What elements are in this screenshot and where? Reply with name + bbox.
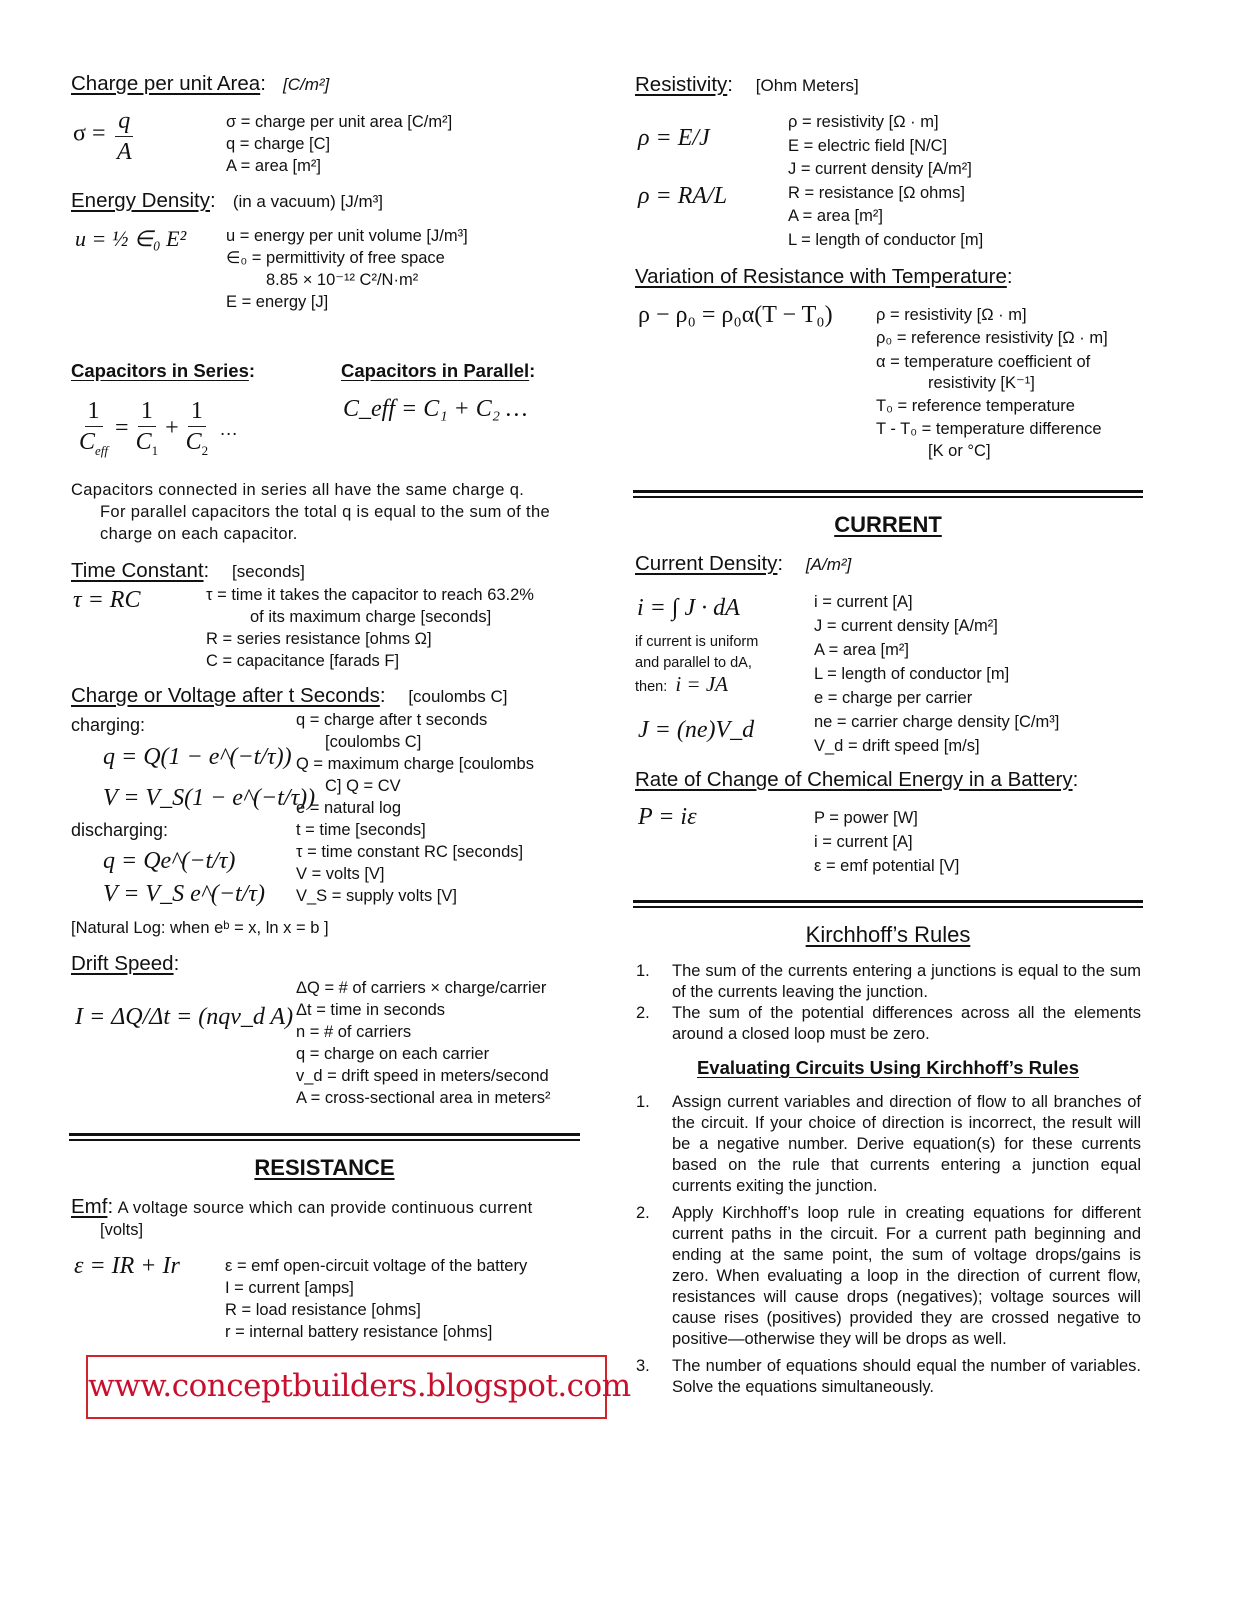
subscript: 2 xyxy=(201,442,209,458)
time-constant-formula: τ = RC xyxy=(73,587,141,613)
note-line: if current is uniform xyxy=(635,634,759,650)
energy-density-unit: (in a vacuum) [J/m³] xyxy=(232,192,384,211)
c-symbol: C xyxy=(135,429,152,455)
step-text: Assign current variables and direction of flow to all branches of the circuit. If your choice of direction is incorrect, the result will be a negative number. Derive equation(s) for these currents based on the rule that currents entering a junction equal currents exiting the junction. xyxy=(672,1093,1141,1195)
def-line: V_S = supply volts [V] xyxy=(296,887,457,905)
def-line: q = charge [C] xyxy=(226,135,331,153)
def-line: n = # of carriers xyxy=(296,1023,412,1041)
def-line: e = charge per carrier xyxy=(814,689,973,707)
def-line: e = natural log xyxy=(296,799,402,817)
watermark-box xyxy=(86,1355,631,1419)
cap-series-formula: $\frac{1}{C_{eff}}$ = $\frac{1}{C_1}$ + $\frac{1}{C_2}$ … xyxy=(79,398,238,458)
evaluating-heading xyxy=(633,1057,1143,1079)
def-line: L = length of conductor [m] xyxy=(814,665,1010,683)
formula-lhs: σ = xyxy=(73,120,106,147)
step-text: Apply Kirchhoff’s loop rule in creating equations for different current paths in the circuit. For a current path beginning and ending at the same point, the sum of voltage drops/gains is zero. When evaluating a loop in the direction of current flow, resistances will cause drops (negatives); voltage sources will cause rises (positives) provided they are crossed negative to positive—otherwise they will be drops as well. xyxy=(672,1204,1141,1348)
note-line: charge on each capacitor. xyxy=(100,525,298,543)
resistance-section-title: RESISTANCE xyxy=(254,1155,395,1180)
charge-area-title: Charge per unit Area xyxy=(71,72,261,95)
section-divider xyxy=(633,900,1143,906)
cap-series-title: Capacitors in Series xyxy=(71,360,249,381)
current-density-defs xyxy=(814,590,1059,758)
def-line: u = energy per unit volume [J/m³] xyxy=(226,227,468,245)
def-line: R = load resistance [ohms] xyxy=(225,1301,421,1319)
current-density-title: Current Density xyxy=(635,552,778,575)
numerator: 1 xyxy=(188,396,206,427)
current-density-unit: [A/m²] xyxy=(805,555,852,574)
def-line: A = area [m²] xyxy=(788,207,883,225)
evaluating-title: Evaluating Circuits Using Kirchhoff’s Rules xyxy=(696,1057,1080,1078)
cap-series-heading: Capacitors in Series: xyxy=(71,360,256,381)
def-line: T - T₀ = temperature difference xyxy=(876,420,1102,439)
def-line: J = current density [A/m²] xyxy=(814,617,998,635)
drift-speed-title: Drift Speed xyxy=(71,952,174,975)
resistivity-defs xyxy=(788,111,983,252)
def-line: A = cross-sectional area in meters² xyxy=(296,1089,551,1107)
c-symbol: C xyxy=(79,429,96,455)
discharging-formula-v: V = V_S e^(−t/τ) xyxy=(103,881,265,907)
def-line: ne = carrier charge density [C/m³] xyxy=(814,713,1060,731)
kirchhoff-title: Kirchhoff’s Rules xyxy=(805,922,971,947)
drift-speed-heading: Drift Speed: xyxy=(71,952,180,975)
resistivity-heading: Resistivity: [Ohm Meters] xyxy=(635,73,859,96)
def-line: T₀ = reference temperature xyxy=(876,397,1075,416)
def-line: σ = charge per unit area [C/m²] xyxy=(226,113,453,131)
step-number: 3. xyxy=(636,1357,650,1375)
def-line: ρ₀ = reference resistivity [Ω · m] xyxy=(876,329,1108,348)
def-line: ∈₀ = permittivity of free space xyxy=(226,249,445,267)
def-line: v_d = drift speed in meters/second xyxy=(296,1067,549,1085)
def-line: [coulombs C] xyxy=(325,733,422,751)
def-line: ρ = resistivity [Ω · m] xyxy=(876,306,1027,324)
resistivity-formula-ej: ρ = E/J xyxy=(638,125,710,151)
energy-density-title: Energy Density xyxy=(71,189,211,212)
resistivity-title: Resistivity xyxy=(635,73,728,96)
rule-text: The sum of the currents entering a junctions is equal to the sum of the currents leaving the junction. xyxy=(672,962,1141,1001)
current-uniform-formula: i = JA xyxy=(675,672,728,696)
def-line: Δt = time in seconds xyxy=(296,1001,446,1019)
charge-area-defs xyxy=(226,111,452,177)
def-line: L = length of conductor [m] xyxy=(788,230,984,249)
denominator: A xyxy=(116,139,132,165)
def-line: C] Q = CV xyxy=(325,777,401,795)
resistivity-formula-ral: ρ = RA/L xyxy=(638,183,728,209)
charge-voltage-defs xyxy=(296,709,534,907)
def-line: i = current [A] xyxy=(814,833,913,851)
note-line: Capacitors connected in series all have the same charge q. xyxy=(71,481,525,499)
resistivity-unit: [Ohm Meters] xyxy=(755,76,859,95)
cap-parallel-formula: C_eff = C₁ + C₂ … xyxy=(343,396,528,422)
rule-text: The sum of the potential differences across all the elements around a closed loop must be zero. xyxy=(672,1004,1141,1043)
emf-heading: Emf: A voltage source which can provide continuous current [volts] xyxy=(71,1195,578,1241)
def-line: q = charge after t seconds xyxy=(296,711,488,729)
charge-voltage-title: Charge or Voltage after t Seconds xyxy=(71,684,380,707)
def-line: E = energy [J] xyxy=(226,293,329,311)
def-line: ε = emf potential [V] xyxy=(814,857,960,875)
subscript: 1 xyxy=(151,442,159,458)
emf-description: A voltage source which can provide continuous current xyxy=(117,1199,533,1217)
variation-heading: Variation of Resistance with Temperature: xyxy=(635,265,1013,288)
def-line: of its maximum charge [seconds] xyxy=(250,608,492,626)
energy-density-defs xyxy=(226,225,468,313)
numerator: 1 xyxy=(138,396,156,427)
evaluating-steps-list xyxy=(636,1092,1141,1398)
def-line: I = current [amps] xyxy=(225,1279,354,1297)
def-line: C = capacitance [farads F] xyxy=(206,652,400,670)
discharging-formula-q: q = Qe^(−t/τ) xyxy=(103,848,236,874)
discharging-label: discharging: xyxy=(71,820,169,840)
numerator: q xyxy=(115,106,133,137)
emf-defs xyxy=(225,1255,527,1343)
def-line: ρ = resistivity [Ω · m] xyxy=(788,113,939,131)
emf-title: Emf xyxy=(71,1195,108,1218)
current-integral-formula: i = ∫ J · dA xyxy=(637,595,740,621)
def-line: t = time [seconds] xyxy=(296,821,426,839)
watermark-url: www.conceptbuilders.blogspot.com xyxy=(88,1368,631,1404)
drift-speed-defs xyxy=(296,977,550,1109)
step-item xyxy=(636,1356,1141,1398)
ellipsis: … xyxy=(219,419,238,440)
charge-voltage-unit: [coulombs C] xyxy=(408,687,508,706)
current-uniform-note xyxy=(635,632,758,698)
charge-voltage-heading: Charge or Voltage after t Seconds: [coulombs C] xyxy=(71,684,508,707)
step-text: The number of equations should equal the number of variables. Solve the equations simultaneously. xyxy=(672,1357,1141,1396)
def-line: [K or °C] xyxy=(928,441,991,460)
emf-formula: ε = IR + Ir xyxy=(74,1253,180,1279)
charging-label: charging: xyxy=(71,715,146,735)
rule-number: 2. xyxy=(636,1004,650,1022)
variation-defs xyxy=(876,304,1108,463)
current-density-formula: J = (ne)V_d xyxy=(638,717,755,743)
def-line: τ = time it takes the capacitor to reach 63.2% xyxy=(206,586,534,604)
step-number: 2. xyxy=(636,1204,650,1222)
c-symbol: C xyxy=(185,429,202,455)
def-line: τ = time constant RC [seconds] xyxy=(296,843,524,861)
def-line: ΔQ = # of carriers × charge/carrier xyxy=(296,979,547,997)
time-constant-unit: [seconds] xyxy=(232,562,305,581)
def-line: R = resistance [Ω ohms] xyxy=(788,183,965,202)
battery-title: Rate of Change of Chemical Energy in a Battery xyxy=(635,768,1073,791)
charging-formula-v: V = V_S(1 − e^(−t/τ)) xyxy=(103,785,316,811)
battery-formula: P = iε xyxy=(638,804,697,830)
def-line: V = volts [V] xyxy=(296,865,385,883)
time-constant-defs xyxy=(206,584,534,672)
cap-note xyxy=(71,479,578,545)
time-constant-heading: Time Constant: [seconds] xyxy=(71,559,305,582)
def-line: J = current density [A/m²] xyxy=(788,160,972,178)
note-line: and parallel to dA, xyxy=(635,655,752,671)
def-line: α = temperature coefficient of xyxy=(876,352,1091,371)
kirchhoff-heading xyxy=(633,922,1143,948)
def-line: q = charge on each carrier xyxy=(296,1045,490,1063)
natural-log-note: [Natural Log: when eᵇ = x, ln x = b ] xyxy=(71,919,329,937)
kirchhoff-rules-list xyxy=(636,961,1141,1045)
def-line: R = series resistance [ohms Ω] xyxy=(206,630,432,648)
step-item xyxy=(636,1203,1141,1350)
def-line: A = area [m²] xyxy=(226,157,321,175)
step-item xyxy=(636,1092,1141,1197)
def-line: E = electric field [N/C] xyxy=(788,136,948,155)
def-line: Q = maximum charge [coulombs xyxy=(296,755,534,773)
time-constant-title: Time Constant xyxy=(71,559,204,582)
current-density-heading: Current Density: [A/m²] xyxy=(635,552,852,575)
charging-formula-q: q = Q(1 − e^(−t/τ)) xyxy=(103,744,292,770)
def-line: i = current [A] xyxy=(814,593,913,611)
def-line: P = power [W] xyxy=(814,809,918,827)
energy-density-heading: Energy Density: (in a vacuum) [J/m³] xyxy=(71,189,384,212)
energy-density-formula: u = ½ ∈₀ E² xyxy=(75,226,187,251)
note-line: then: xyxy=(635,679,668,695)
def-line: ε = emf open-circuit voltage of the battery xyxy=(225,1257,528,1275)
section-divider xyxy=(69,1133,580,1139)
cap-parallel-heading: Capacitors in Parallel: xyxy=(341,360,536,381)
variation-formula: ρ − ρ₀ = ρ₀α(T − T₀) xyxy=(638,302,833,328)
def-line: 8.85 × 10⁻¹² C²/N·m² xyxy=(266,271,419,289)
battery-heading: Rate of Change of Chemical Energy in a Battery: xyxy=(635,768,1079,791)
numerator: 1 xyxy=(85,396,103,427)
cap-parallel-title: Capacitors in Parallel xyxy=(341,360,530,381)
charge-area-formula xyxy=(73,106,139,167)
drift-speed-formula: I = ΔQ/Δt = (nqv_d A) xyxy=(75,1004,294,1030)
def-line: resistivity [K⁻¹] xyxy=(928,373,1035,392)
def-line: r = internal battery resistance [ohms] xyxy=(225,1323,493,1341)
rule-item xyxy=(636,961,1141,1003)
emf-unit: [volts] xyxy=(100,1221,144,1239)
def-line: V_d = drift speed [m/s] xyxy=(814,737,980,755)
variation-title: Variation of Resistance with Temperature xyxy=(635,265,1007,288)
note-line: For parallel capacitors the total q is equal to the sum of the xyxy=(100,503,551,521)
current-section-title: CURRENT xyxy=(834,512,942,537)
charge-area-unit: [C/m²] xyxy=(282,75,330,94)
step-number: 1. xyxy=(636,1093,650,1111)
rule-item xyxy=(636,1003,1141,1045)
battery-defs xyxy=(814,806,959,878)
subscript: eff xyxy=(95,442,109,458)
charge-area-heading: Charge per unit Area: [C/m²] xyxy=(71,72,330,95)
rule-number: 1. xyxy=(636,962,650,980)
section-divider xyxy=(633,490,1143,496)
def-line: A = area [m²] xyxy=(814,641,909,659)
